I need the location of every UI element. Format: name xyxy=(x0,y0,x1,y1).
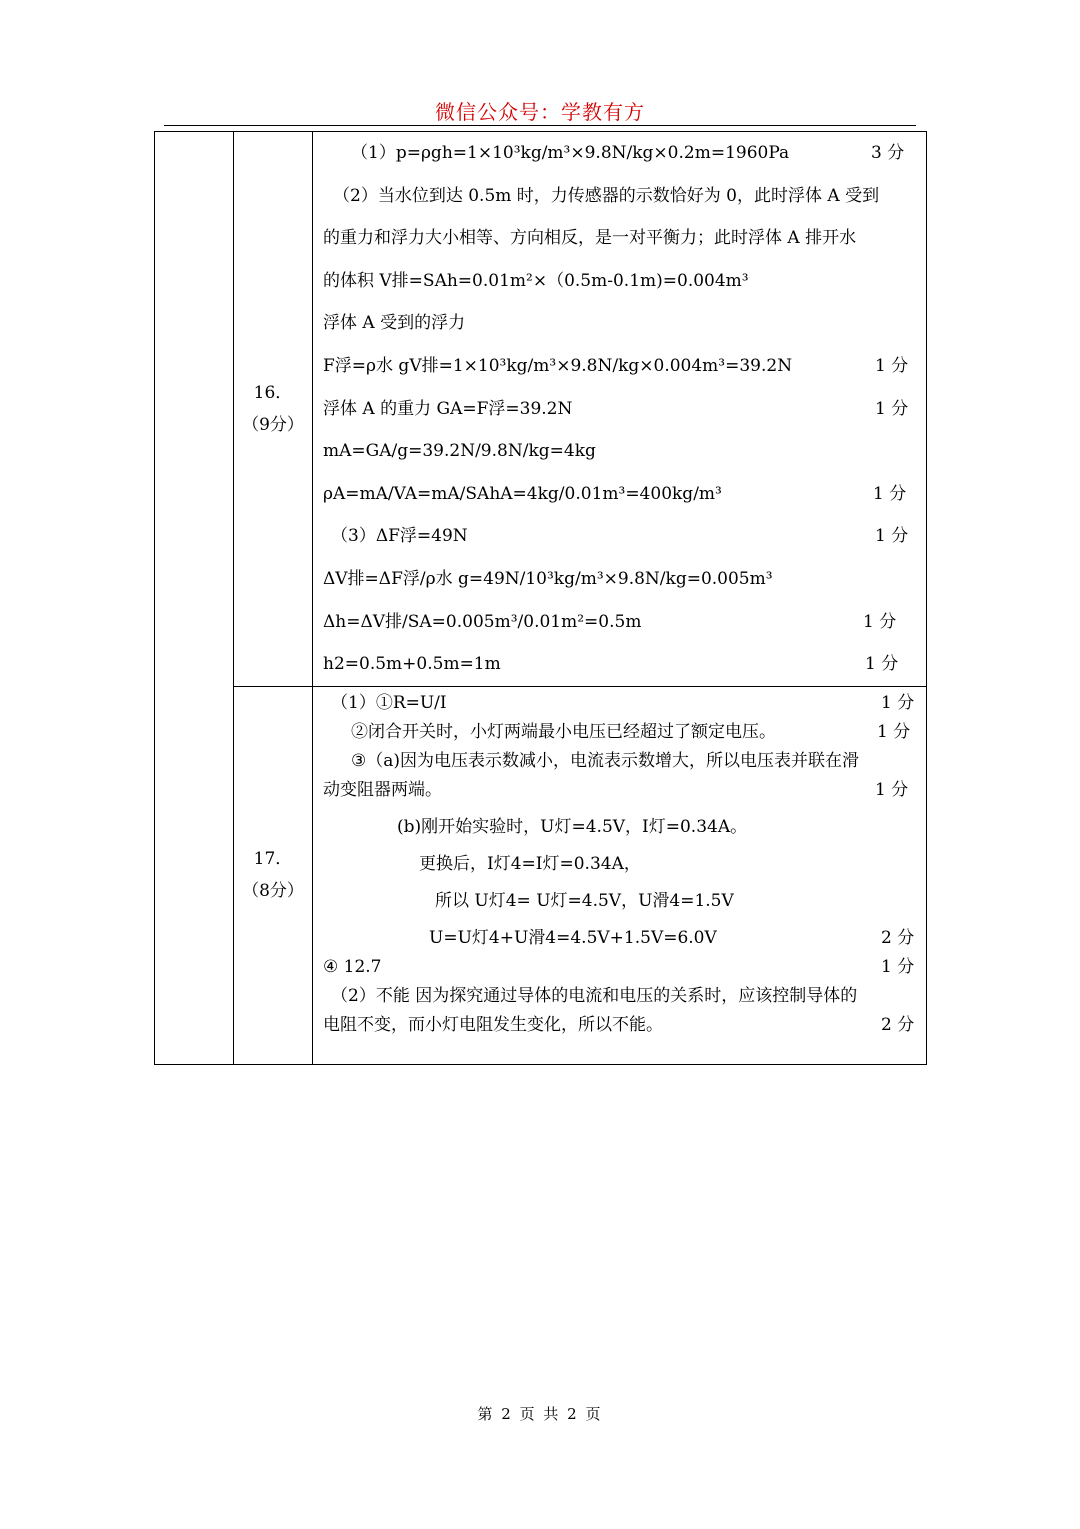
question-number: 17． xyxy=(253,849,293,870)
answer-lines-q17 xyxy=(313,687,926,1064)
question-number: 16． xyxy=(253,382,293,403)
question-points: （8分） xyxy=(242,881,304,902)
answer-cell-q16 xyxy=(313,132,927,687)
answer-line xyxy=(323,718,916,747)
answer-line xyxy=(323,175,916,218)
answer-text: （1）p=ρgh=1×10³kg/m³×9.8N/kg×0.2m=1960Pa xyxy=(351,143,790,163)
answer-line xyxy=(323,953,916,982)
answer-table xyxy=(154,131,927,1065)
answer-text: mA=GA/g=39.2N/9.8N/kg=4kg xyxy=(323,441,596,462)
page-number: 第 2 页 共 2 页 xyxy=(477,1405,603,1423)
header-title: 微信公众号：学教有方 xyxy=(435,100,645,124)
score-label: 1 分 xyxy=(877,721,911,742)
answer-text: F浮=ρ水 gV排=1×10³kg/m³×9.8N/kg×0.004m³=39.2N xyxy=(323,355,793,376)
table-row-q17 xyxy=(155,686,927,1064)
answer-line xyxy=(323,776,916,805)
answer-text: （2）当水位到达 0.5m 时，力传感器的示数恰好为 0，此时浮体 A 受到 xyxy=(333,185,880,206)
score-label: 1 分 xyxy=(875,779,909,800)
table-row-q16 xyxy=(155,132,927,687)
score-label: 2 分 xyxy=(881,927,915,948)
answer-cell-q17 xyxy=(313,686,927,1064)
answer-line xyxy=(323,601,916,644)
question-label-q17 xyxy=(234,686,313,1064)
answer-line xyxy=(323,515,916,558)
answer-line xyxy=(323,430,916,473)
answer-text: 浮体 A 的重力 GA=F浮=39.2N xyxy=(323,398,573,419)
score-label: 1 分 xyxy=(875,398,909,419)
answer-line xyxy=(323,345,916,388)
answer-text: h2=0.5m+0.5m=1m xyxy=(323,654,501,675)
answer-line xyxy=(323,217,916,260)
answer-line xyxy=(323,850,916,879)
answer-line xyxy=(323,747,916,776)
answer-text: 的重力和浮力大小相等、方向相反，是一对平衡力；此时浮体 A 排开水 xyxy=(323,228,857,249)
score-label: 1 分 xyxy=(881,956,915,977)
question-points: （9分） xyxy=(242,414,304,435)
answer-text: (b)刚开始实验时，U灯=4.5V，I灯=0.34A。 xyxy=(397,816,748,837)
answer-line xyxy=(323,132,916,175)
answer-line xyxy=(323,388,916,431)
answer-line xyxy=(323,924,916,953)
question-label-q16 xyxy=(234,132,313,687)
score-label: 3 分 xyxy=(871,143,905,163)
score-label: 1 分 xyxy=(881,692,915,713)
answer-text: （1）①R=U/I xyxy=(331,692,447,713)
answer-line xyxy=(323,558,916,601)
score-label: 1 分 xyxy=(863,611,897,632)
answer-text: （2）不能 因为探究通过导体的电流和电压的关系时，应该控制导体的 xyxy=(331,985,858,1006)
answer-text: （3）ΔF浮=49N xyxy=(331,526,468,547)
answer-lines-q16 xyxy=(313,132,926,686)
answer-text: ΔV排=ΔF浮/ρ水 g=49N/10³kg/m³×9.8N/kg=0.005m³ xyxy=(323,568,773,589)
answer-text: ③（a)因为电压表示数减小，电流表示数增大，所以电压表并联在滑 xyxy=(351,750,860,771)
score-label: 1 分 xyxy=(865,654,899,675)
answer-line xyxy=(323,302,916,345)
header-rule xyxy=(164,125,916,126)
answer-text: 更换后，I灯4=I灯=0.34A， xyxy=(419,853,641,874)
answer-line xyxy=(323,473,916,516)
answer-text: 浮体 A 受到的浮力 xyxy=(323,313,466,334)
answer-text: 所以 U灯4= U灯=4.5V，U滑4=1.5V xyxy=(435,890,734,911)
score-label: 1 分 xyxy=(875,355,909,376)
answer-text: U=U灯4+U滑4=4.5V+1.5V=6.0V xyxy=(429,927,717,948)
score-label: 1 分 xyxy=(873,483,907,504)
answer-text: ④ 12.7 xyxy=(323,956,382,977)
answer-text: 的体积 V排=SAh=0.01m²×（0.5m-0.1m)=0.004m³ xyxy=(323,270,749,291)
blank-column-cell xyxy=(155,132,234,1065)
answer-text: 电阻不变，而小灯电阻发生变化，所以不能。 xyxy=(323,1014,663,1035)
answer-line xyxy=(323,1011,916,1040)
answer-text: 动变阻器两端。 xyxy=(323,779,442,800)
answer-line xyxy=(323,813,916,842)
answer-line xyxy=(323,260,916,303)
answer-line xyxy=(323,643,916,686)
answer-line xyxy=(323,982,916,1011)
answer-text: Δh=ΔV排/SA=0.005m³/0.01m²=0.5m xyxy=(323,611,642,632)
answer-text: ρA=mA/VA=mA/SAhA=4kg/0.01m³=400kg/m³ xyxy=(323,483,722,504)
score-label: 2 分 xyxy=(881,1014,915,1035)
score-label: 1 分 xyxy=(875,526,909,547)
answer-text: ②闭合开关时，小灯两端最小电压已经超过了额定电压。 xyxy=(351,721,776,742)
answer-line xyxy=(323,689,916,718)
answer-line xyxy=(323,887,916,916)
